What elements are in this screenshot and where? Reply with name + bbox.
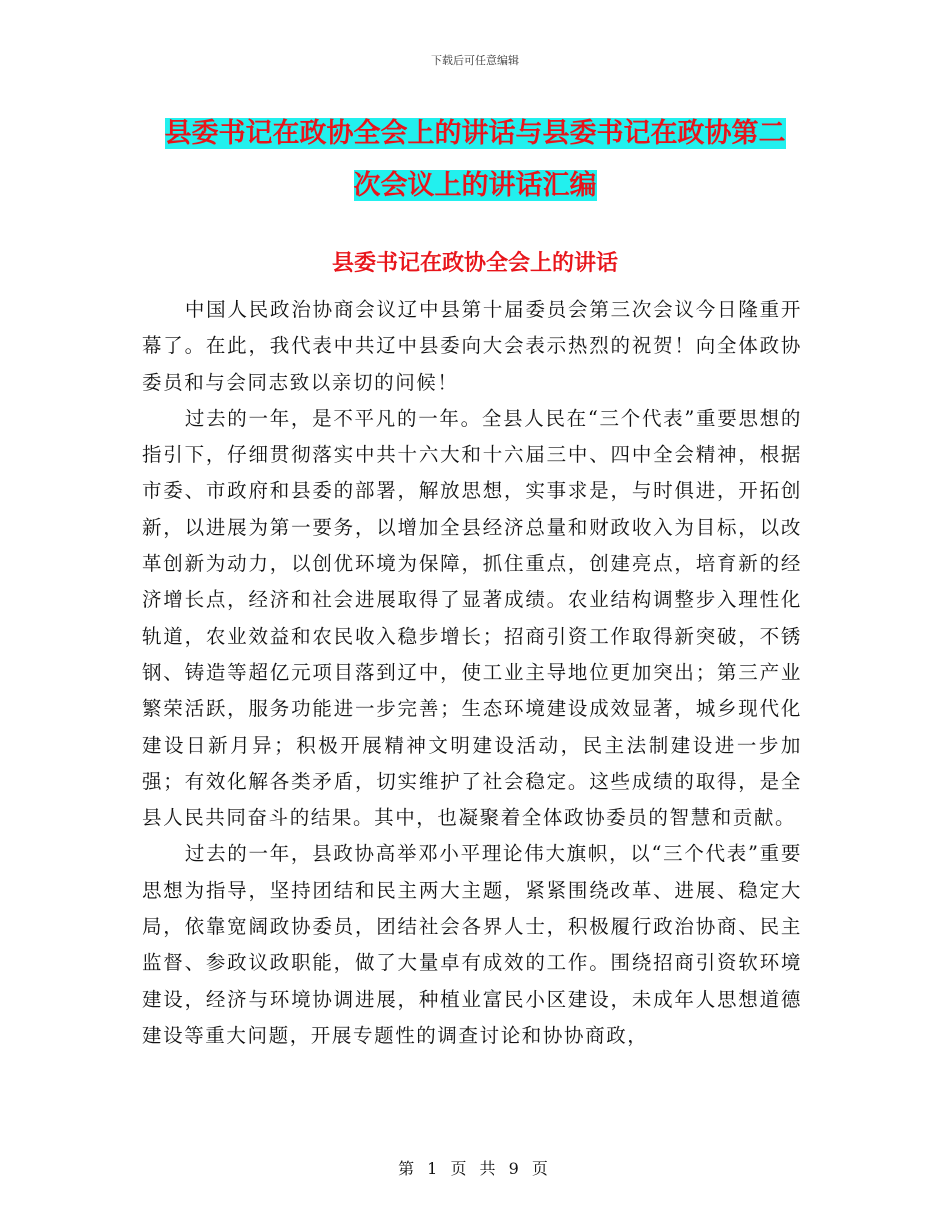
title-line-1: 县委书记在政协全会上的讲话与县委书记在政协第二 [164,118,786,149]
header-note: 下载后可任意编辑 [431,54,519,67]
document-title [150,108,800,212]
body-text [142,292,802,1054]
title-line-2: 次会议上的讲话汇编 [353,170,597,201]
paragraph-2: 过去的一年，是不平凡的一年。全县人民在“三个代表”重要思想的指引下，仔细贯彻落实中共十六大和十六届三中、四中全会精神，根据市委、市政府和县委的部署，解放思想，实事求是，与时俱进，开拓创新，以进展为第一要务，以增加全县经济总量和财政收入为目标，以改革创新为动力，以创优环境为保障，抓住重点，创建亮点，培育新的经济增长点，经济和社会进展取得了显著成绩。农业结构调整步入理性化轨道，农业效益和农民收入稳步增长；招商引资工作取得新突破，不锈钢、铸造等超亿元项目落到辽中，使工业主导地位更加突出；第三产业繁荣活跃，服务功能进一步完善；生态环境建设成效显著，城乡现代化建设日新月异；积极开展精神文明建设活动，民主法制建设进一步加强；有效化解各类矛盾，切实维护了社会稳定。这些成绩的取得，是全县人民共同奋斗的结果。其中，也凝聚着全体政协委员的智慧和贡献。 [142,406,802,830]
paragraph-3: 过去的一年，县政协高举邓小平理论伟大旗帜，以“三个代表”重要思想为指导，坚持团结和民主两大主题，紧紧围绕改革、进展、稳定大局，依靠宽阔政协委员，团结社会各界人士，积极履行政治协商、民主监督、参政议政职能，做了大量卓有成效的工作。围绕招商引资软环境建设，经济与环境协调进展，种植业富民小区建设，未成年人思想道德建设等重大问题，开展专题性的调查讨论和协协商政， [142,842,802,1047]
page-number-footer: 第 1 页 共 9 页 [398,1159,552,1178]
section-title: 县委书记在政协全会上的讲话 [331,251,618,276]
paragraph-1: 中国人民政治协商会议辽中县第十届委员会第三次会议今日隆重开幕了。在此，我代表中共辽中县委向大会表示热烈的祝贺！向全体政协委员和与会同志致以亲切的问候！ [142,298,802,394]
